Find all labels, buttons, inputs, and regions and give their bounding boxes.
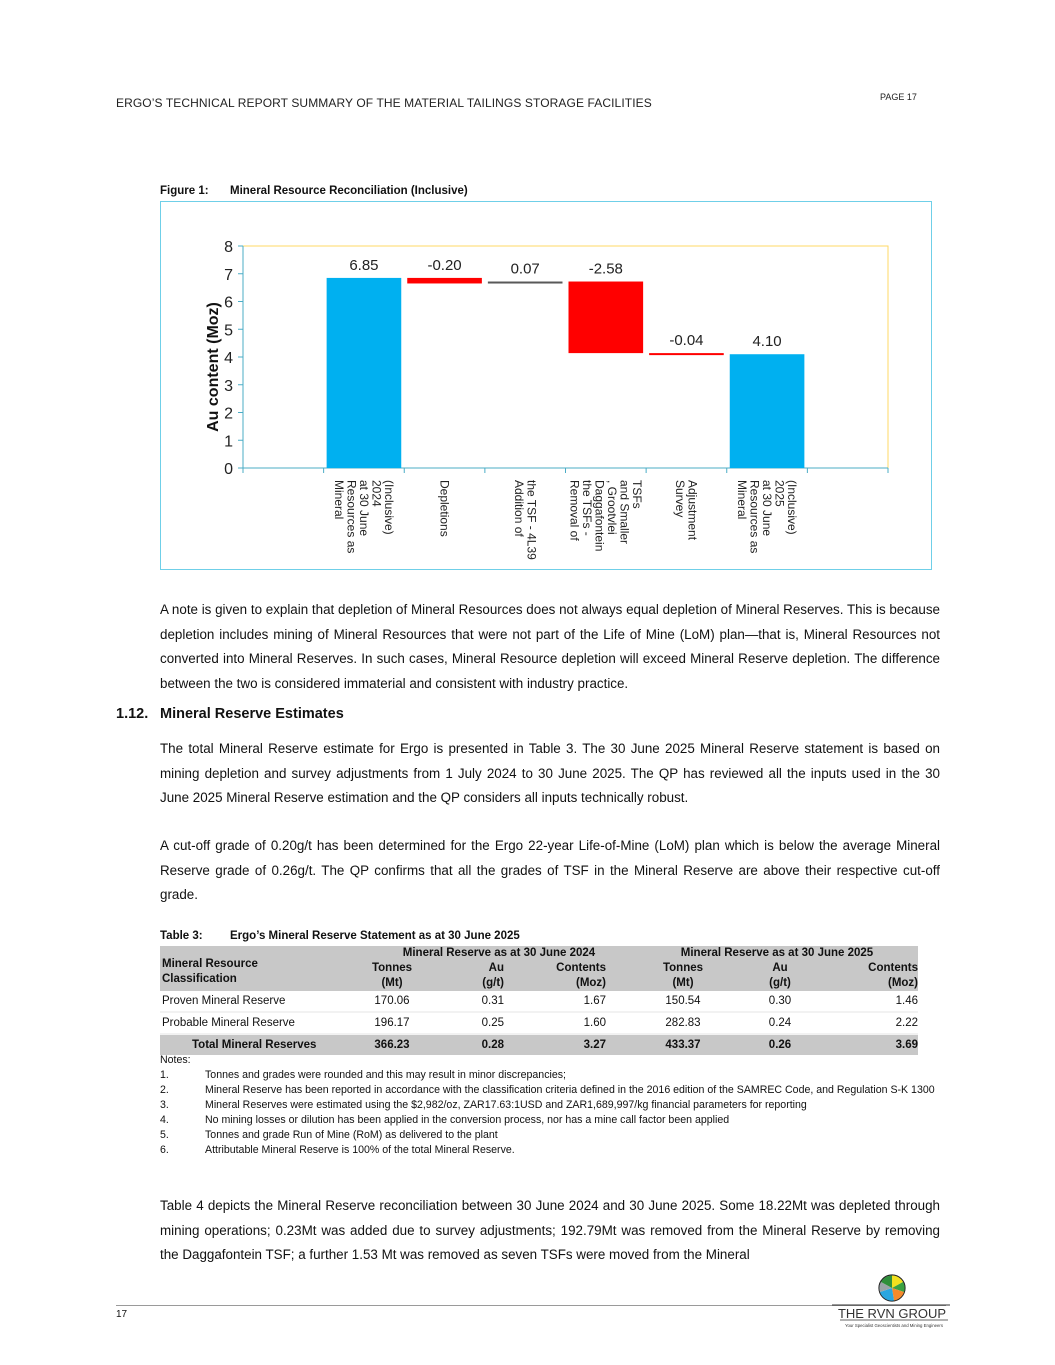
data-label: 4.10 <box>752 333 782 351</box>
y-tick-label: 8 <box>224 239 233 256</box>
table-title: Ergo’s Mineral Reserve Statement as at 30 June 2025 <box>230 930 520 942</box>
cell-au-2025: 0.26 <box>720 1034 810 1055</box>
cell-tonnes-2025: 150.54 <box>616 991 720 1012</box>
y-tick-label: 1 <box>224 433 233 451</box>
data-label: -0.20 <box>427 256 462 274</box>
note-item <box>160 1128 950 1143</box>
category-label-line: Mineral <box>735 480 750 520</box>
figure-caption <box>160 185 468 197</box>
table-row-total <box>160 1034 918 1055</box>
header-unit: (Moz) <box>887 977 918 989</box>
y-axis <box>224 239 243 478</box>
category-label <box>438 480 452 537</box>
category-label <box>512 480 539 560</box>
header-label: Au <box>488 962 504 974</box>
cell-contents-2024: 3.27 <box>512 1034 616 1055</box>
footer-page-number: 17 <box>116 1309 128 1320</box>
header-label: Au <box>772 962 788 974</box>
note-item <box>160 1098 950 1113</box>
cell-au-2025: 0.24 <box>720 1012 810 1034</box>
y-tick-label: 5 <box>224 322 233 340</box>
category-label-line: Daggafontein <box>592 480 607 552</box>
cell-contents-2024: 1.60 <box>512 1012 616 1034</box>
running-header-title: ERGO’S TECHNICAL REPORT SUMMARY OF THE MATERIAL TAILINGS STORAGE FACILITIES <box>116 96 652 110</box>
cell-au-2024: 0.28 <box>432 1034 512 1055</box>
note-text: Tonnes and grade Run of Mine (RoM) as delivered to the plant <box>205 1129 498 1141</box>
header-label: Tonnes <box>371 962 413 974</box>
category-label-line: Removal of <box>567 480 582 541</box>
category-label-line: Mineral <box>331 480 346 520</box>
header-tonnes-2025 <box>616 961 720 991</box>
category-label <box>568 480 645 551</box>
row-name: Proven Mineral Reserve <box>160 991 332 1012</box>
y-tick-label: 6 <box>224 294 233 312</box>
logo-tagline: Your Specialist Geoscientists and Mining Engineers <box>844 1323 944 1328</box>
category-label-line: the TSFs - <box>580 480 595 536</box>
note-text: Tonnes and grades were rounded and this may result in minor discrepancies; <box>205 1069 566 1081</box>
y-tick-label: 7 <box>224 266 233 284</box>
data-label: -2.58 <box>588 260 623 278</box>
note-item <box>160 1113 950 1128</box>
header-group-2024: Mineral Reserve as at 30 June 2024 <box>332 946 616 961</box>
table-row-proven <box>160 991 918 1012</box>
category-label-line: the TSF - 4L39 <box>524 480 539 560</box>
header-unit: (g/t) <box>482 977 504 989</box>
paragraph-depletion-note: A note is given to explain that depletion of Mineral Resources does not always equal depletion of Mineral Reserves. This is because depletion includes mining of Mineral Resources that were not part of the Life of Mine (LoM) plan—that is, Mineral Resources not converted into Mineral Reserves. In such cases, Mineral Resource depletion will exceed Mineral Reserve depletion. The difference between the two is considered immaterial and consistent with industry practice. <box>160 602 940 691</box>
data-label: 6.85 <box>349 256 379 274</box>
data-label: -0.04 <box>669 332 704 350</box>
category-label-line: Depletions <box>437 480 452 537</box>
table-number: Table 3: <box>160 930 203 942</box>
note-text: No mining losses or dilution has been applied in the conversion process, nor has a mine call factor been applied <box>205 1114 730 1126</box>
category-label-line: Resources as <box>747 480 762 554</box>
cell-tonnes-2024: 196.17 <box>332 1012 432 1034</box>
header-unit: (Moz) <box>575 977 606 989</box>
total-bar <box>730 354 805 468</box>
cell-contents-2025: 2.22 <box>810 1012 918 1034</box>
category-label <box>673 480 700 541</box>
note-number: 2. <box>160 1084 169 1096</box>
cell-tonnes-2024: 170.06 <box>332 991 432 1012</box>
decrease-bar <box>407 278 482 284</box>
note-text: Mineral Reserve has been reported in accordance with the classification criteria defined in the 2016 edition of the SAMREC Code, and Regulation S-K 1300 <box>205 1084 935 1096</box>
header-label: Contents <box>556 962 606 974</box>
y-tick-label: 4 <box>224 350 233 367</box>
cell-au-2024: 0.25 <box>432 1012 512 1034</box>
mineral-reserve-table <box>160 946 918 1055</box>
header-unit: (Mt) <box>672 977 694 989</box>
table-header-row-groups <box>160 946 918 961</box>
table-caption <box>160 930 520 942</box>
table-row-probable <box>160 1012 918 1034</box>
header-unit: (g/t) <box>769 977 791 989</box>
waterfall-chart <box>160 201 932 570</box>
note-number: 6. <box>160 1144 169 1156</box>
paragraph-reserve-estimate: The total Mineral Reserve estimate for Ergo is presented in Table 3. The 30 June 2025 Mineral Reserve statement is based on mining depletion and survey adjustments from 1 July 2024 to 30 June 2025. The QP has reviewed all the inputs used in the 30 June 2025 Mineral Reserve estimation and the QP considers all inputs technically robust. <box>160 741 940 805</box>
logo-name: THE RVN GROUP <box>837 1306 947 1321</box>
note-number: 4. <box>160 1114 169 1126</box>
note-text: Mineral Reserves were estimated using the $2,982/oz, ZAR17.63:1USD and ZAR1,689,997/kg financial parameters for reporting <box>205 1099 807 1111</box>
header-classification: Mineral Resource Classification <box>160 946 332 991</box>
section-number: 1.12. <box>116 706 149 722</box>
cell-tonnes-2025: 433.37 <box>616 1034 720 1055</box>
note-number: 5. <box>160 1129 169 1141</box>
category-label-line: TSFs <box>630 480 645 509</box>
footer-divider <box>116 1305 946 1306</box>
cell-contents-2025: 1.46 <box>810 991 918 1012</box>
header-unit: (Mt) <box>381 977 403 989</box>
note-number: 3. <box>160 1099 169 1111</box>
note-item <box>160 1068 950 1083</box>
row-name: Probable Mineral Reserve <box>160 1012 332 1034</box>
running-header-page-label: PAGE 17 <box>880 92 917 102</box>
bars-group <box>327 278 805 468</box>
category-label-line: Addition of <box>511 480 526 537</box>
category-label-line: Survey <box>673 480 688 518</box>
cell-tonnes-2025: 282.83 <box>616 1012 720 1034</box>
cell-contents-2024: 1.67 <box>512 991 616 1012</box>
header-au-2025 <box>720 961 810 991</box>
rvn-group-logo <box>832 1274 952 1330</box>
category-label-line: (Inclusive) <box>785 480 800 535</box>
header-au-2024 <box>432 961 512 991</box>
category-labels-group <box>332 480 799 560</box>
figure-title: Mineral Resource Reconciliation (Inclusive) <box>230 185 468 197</box>
y-axis-title: Au content (Moz) <box>205 302 222 432</box>
cell-tonnes-2024: 366.23 <box>332 1034 432 1055</box>
row-name: Total Mineral Reserves <box>160 1034 332 1055</box>
header-contents-2024 <box>512 961 616 991</box>
header-tonnes-2024 <box>332 961 432 991</box>
header-group-2025: Mineral Reserve as at 30 June 2025 <box>616 946 918 961</box>
increase-bar <box>488 282 563 284</box>
decrease-bar <box>569 282 644 354</box>
header-label: Contents <box>868 962 918 974</box>
note-text: Attributable Mineral Reserve is 100% of the total Mineral Reserve. <box>205 1144 515 1156</box>
rvn-globe-logo-icon <box>879 1275 905 1301</box>
y-tick-label: 3 <box>224 377 233 395</box>
decrease-bar <box>649 353 724 355</box>
category-label-line: Resources as <box>344 480 359 554</box>
category-label-line: 2025 <box>772 480 787 507</box>
notes-label: Notes: <box>160 1054 191 1066</box>
cell-contents-2025: 3.69 <box>810 1034 918 1055</box>
paragraph-table4-reconciliation: Table 4 depicts the Mineral Reserve reconciliation between 30 June 2024 and 30 June 2025. Some 18.22Mt was depleted through mining operations; 0.23Mt was added due to survey adjustments; 192.79Mt was removed from the Mineral Reserve by removing the Daggafontein TSF; a further 1.53 Mt was removed as seven TSFs were moved from the Mineral <box>160 1198 940 1262</box>
table-notes <box>160 1053 950 1158</box>
section-title: Mineral Reserve Estimates <box>160 706 344 722</box>
data-labels-group <box>349 257 781 350</box>
category-label-line: at 30 June <box>356 480 371 537</box>
cell-au-2025: 0.30 <box>720 991 810 1012</box>
header-label: Tonnes <box>662 962 704 974</box>
x-axis <box>243 468 888 473</box>
header-contents-2025 <box>810 961 918 991</box>
category-label <box>735 480 799 553</box>
y-tick-label: 0 <box>224 461 233 478</box>
note-item <box>160 1143 950 1158</box>
category-label-line: Adjustment <box>685 480 700 541</box>
figure-number: Figure 1: <box>160 185 209 197</box>
note-number: 1. <box>160 1069 169 1081</box>
note-item <box>160 1083 950 1098</box>
category-label-line: at 30 June <box>760 480 775 537</box>
data-label: 0.07 <box>510 260 540 278</box>
y-tick-label: 2 <box>224 405 233 423</box>
category-label-line: 2024 <box>369 480 384 507</box>
category-label <box>332 480 396 553</box>
category-label-line: , Grootvlei <box>605 480 620 535</box>
section-heading <box>116 706 344 722</box>
cell-au-2024: 0.31 <box>432 991 512 1012</box>
paragraph-cutoff-grade: A cut-off grade of 0.20g/t has been determined for the Ergo 22-year Life-of-Mine (LoM) plan which is below the average Mineral Reserve grade of 0.26g/t. The QP confirms that all the grades of TSF in the Mineral Reserve are above their respective cut-off grade. <box>160 838 940 902</box>
category-label-line: and Smaller <box>617 480 632 545</box>
total-bar <box>327 278 402 468</box>
category-label-line: (Inclusive) <box>381 480 396 535</box>
